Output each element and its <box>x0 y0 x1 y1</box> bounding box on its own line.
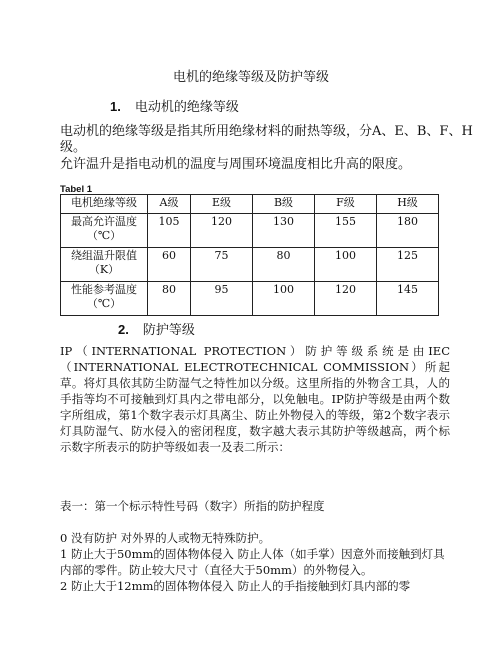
protection-level-1: 1 防止大于50mm的固体物体侵入 防止人体（如手掌）因意外而接触到灯具内部的零件。防止较大尺寸（直径大于50mm）的外物侵入。 <box>60 547 445 577</box>
table-row <box>61 214 439 248</box>
table-cell: 80 <box>148 282 191 316</box>
section-1-number: 1. <box>110 99 121 114</box>
insulation-grade-table <box>60 194 439 316</box>
table-row-label: 绕组温升限值（K） <box>61 248 148 282</box>
protection-level-0: 0 没有防护 对外界的人或物无特殊防护。 <box>60 531 271 545</box>
section-1-title: 电动机的绝缘等级 <box>134 100 239 115</box>
section-2-heading <box>118 319 195 338</box>
table-header-row <box>61 195 439 214</box>
table-cell: 125 <box>377 248 439 282</box>
section-2-title: 防护等级 <box>142 323 195 338</box>
table-cell: 75 <box>191 248 253 282</box>
table-cell: 130 <box>253 214 315 248</box>
protection-level-2: 2 防止大于12mm的固体物体侵入 防止人的手指接触到灯具内部的零 <box>60 579 411 593</box>
table-row <box>61 248 439 282</box>
insulation-definition: 电动机的绝缘等级是指其所用绝缘材料的耐热等级，分A、E、B、F、H级。 <box>60 124 473 155</box>
table-header-cell: E级 <box>191 195 253 214</box>
table-cell: 120 <box>191 214 253 248</box>
table-header-cell: B级 <box>253 195 315 214</box>
table-row-label: 最高允许温度（℃） <box>61 214 148 248</box>
table-cell: 100 <box>315 248 377 282</box>
table-cell: 155 <box>315 214 377 248</box>
table-cell: 120 <box>315 282 377 316</box>
table-header-cell: A级 <box>148 195 191 214</box>
section-1-heading <box>110 96 239 115</box>
table-cell: 145 <box>377 282 439 316</box>
ip-protection-paragraph: IP（INTERNATIONAL PROTECTION）防护等级系统是由IEC（INTERNATIONAL ELECTROTECHNICAL COMMISSION）所起草。将灯具依其防尘防湿气之特性加以分级。这里所指的外物含工具，人的手指等均不可接触到灯具内之带电部分，以免触电。IP防护等级是由两个数字所组成，第1个数字表示灯具离尘、防止外物侵入的等级，第2个数字表示灯具防湿气、防水侵入的密闭程度，数字越大表示其防护等级越高，两个标示数字所表示的防护等级如表一及表二所示： <box>60 344 450 454</box>
table-cell: 95 <box>191 282 253 316</box>
document-title: 电机的绝缘等级及防护等级 <box>172 70 329 85</box>
table-cell: 100 <box>253 282 315 316</box>
table-header-cell: 电机绝缘等级 <box>61 195 148 214</box>
table-caption: Tabel 1 <box>60 184 93 195</box>
table-cell: 60 <box>148 248 191 282</box>
table-cell: 180 <box>377 214 439 248</box>
table-row <box>61 282 439 316</box>
table-header-cell: H级 <box>377 195 439 214</box>
table-header-cell: F级 <box>315 195 377 214</box>
section-2-number: 2. <box>118 322 129 337</box>
table-cell: 105 <box>148 214 191 248</box>
temperature-rise-definition: 允许温升是指电动机的温度与周围环境温度相比升高的限度。 <box>60 157 412 172</box>
table-1-title: 表一：第一个标示特性号码（数字）所指的防护程度 <box>60 499 325 513</box>
table-row-label: 性能参考温度（℃） <box>61 282 148 316</box>
table-cell: 80 <box>253 248 315 282</box>
